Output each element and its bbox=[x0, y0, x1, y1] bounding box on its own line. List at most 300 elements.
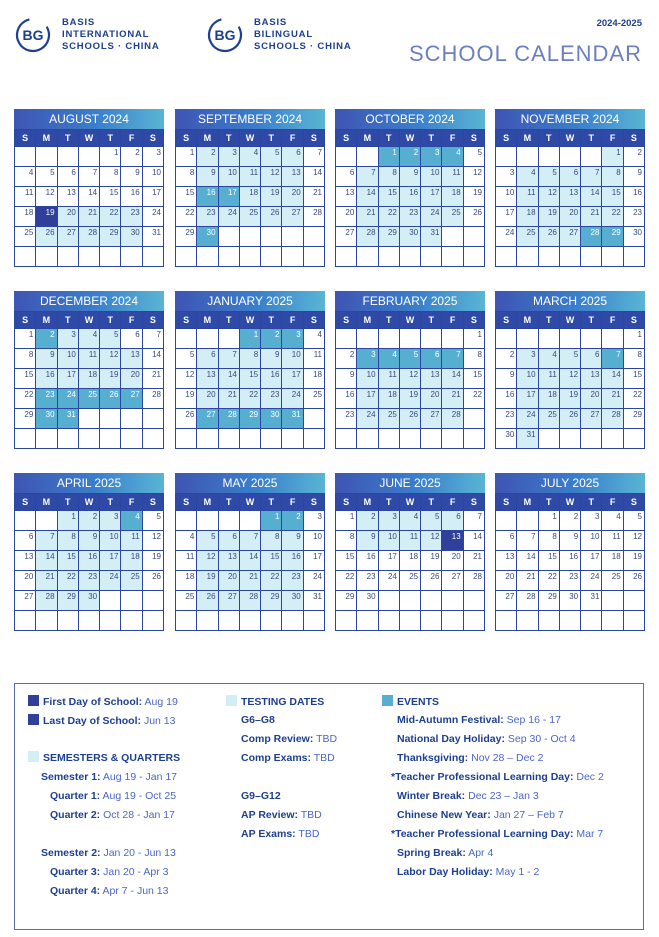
day-cell: 21 bbox=[143, 369, 164, 389]
event-labor-day: Labor Day Holiday: May 1 - 2 bbox=[397, 866, 540, 878]
day-cell: 12 bbox=[400, 369, 421, 389]
legend-first-day: First Day of School: Aug 19 bbox=[28, 695, 178, 708]
day-cell: 22 bbox=[602, 207, 623, 227]
day-cell: 24 bbox=[304, 571, 325, 591]
day-cell: 8 bbox=[100, 167, 121, 187]
day-cell: 26 bbox=[143, 571, 164, 591]
day-cell: 17 bbox=[143, 187, 164, 207]
day-cell: 4 bbox=[379, 349, 400, 369]
day-cell: 31 bbox=[517, 429, 538, 449]
day-cell: 20 bbox=[560, 207, 581, 227]
school-day-swatch bbox=[28, 714, 39, 725]
weekday-header: S bbox=[15, 312, 36, 329]
day-cell: 5 bbox=[176, 349, 197, 369]
day-cell: 7 bbox=[517, 531, 538, 551]
weekday-header: W bbox=[400, 312, 421, 329]
day-cell: 4 bbox=[539, 349, 560, 369]
empty-cell bbox=[100, 611, 121, 631]
day-cell: 3 bbox=[421, 147, 442, 167]
empty-cell bbox=[282, 429, 303, 449]
empty-cell bbox=[304, 247, 325, 267]
day-cell: 26 bbox=[400, 409, 421, 429]
day-cell: 6 bbox=[197, 349, 218, 369]
day-cell: 20 bbox=[496, 571, 517, 591]
empty-cell bbox=[240, 511, 261, 531]
day-cell: 25 bbox=[176, 591, 197, 611]
empty-cell bbox=[400, 329, 421, 349]
day-cell: 10 bbox=[282, 349, 303, 369]
empty-cell bbox=[121, 409, 142, 429]
day-cell: 9 bbox=[79, 531, 100, 551]
day-cell: 2 bbox=[357, 511, 378, 531]
day-cell: 5 bbox=[624, 511, 645, 531]
weekday-header: S bbox=[624, 312, 645, 329]
day-cell: 28 bbox=[357, 227, 378, 247]
day-cell: 10 bbox=[100, 531, 121, 551]
day-cell: 14 bbox=[143, 349, 164, 369]
month-title: JULY 2025 bbox=[495, 473, 645, 493]
day-cell: 29 bbox=[15, 409, 36, 429]
month-title: MAY 2025 bbox=[175, 473, 325, 493]
empty-cell bbox=[379, 591, 400, 611]
svg-text:BG: BG bbox=[22, 27, 44, 43]
day-cell: 16 bbox=[336, 389, 357, 409]
weekday-header: S bbox=[496, 494, 517, 511]
day-cell: 22 bbox=[261, 571, 282, 591]
day-cell: 26 bbox=[100, 389, 121, 409]
day-cell: 19 bbox=[624, 551, 645, 571]
day-cell: 5 bbox=[539, 167, 560, 187]
empty-cell bbox=[100, 591, 121, 611]
month-april-2025 bbox=[14, 473, 164, 631]
day-cell: 30 bbox=[261, 409, 282, 429]
day-cell: 15 bbox=[336, 551, 357, 571]
weekday-header: F bbox=[121, 494, 142, 511]
day-cell: 3 bbox=[58, 329, 79, 349]
day-cell: 14 bbox=[219, 369, 240, 389]
event-mid-autumn: Mid-Autumn Festival: Sep 16 - 17 bbox=[397, 714, 561, 726]
event-chinese-new-year: Chinese New Year: Jan 27 – Feb 7 bbox=[397, 809, 564, 821]
month-day-grid bbox=[175, 129, 325, 267]
day-cell: 9 bbox=[624, 167, 645, 187]
event-thanksgiving: Thanksgiving: Nov 28 – Dec 2 bbox=[397, 752, 544, 764]
day-cell: 15 bbox=[176, 187, 197, 207]
day-cell: 24 bbox=[282, 389, 303, 409]
day-cell: 28 bbox=[581, 227, 602, 247]
empty-cell bbox=[197, 511, 218, 531]
day-cell: 4 bbox=[15, 167, 36, 187]
empty-cell bbox=[421, 591, 442, 611]
empty-cell bbox=[282, 227, 303, 247]
empty-cell bbox=[400, 611, 421, 631]
day-cell: 14 bbox=[517, 551, 538, 571]
weekday-header: T bbox=[379, 494, 400, 511]
empty-cell bbox=[58, 247, 79, 267]
weekday-header: S bbox=[496, 312, 517, 329]
day-cell: 27 bbox=[197, 409, 218, 429]
day-cell: 31 bbox=[304, 591, 325, 611]
empty-cell bbox=[219, 611, 240, 631]
empty-cell bbox=[240, 227, 261, 247]
weekday-header: T bbox=[219, 494, 240, 511]
weekday-header: T bbox=[581, 312, 602, 329]
day-cell: 20 bbox=[197, 389, 218, 409]
g6-g8-label: G6–G8 bbox=[241, 714, 275, 726]
day-cell: 1 bbox=[464, 329, 485, 349]
logo2-line2: BILINGUAL bbox=[254, 29, 313, 40]
empty-cell bbox=[58, 147, 79, 167]
event-teacher-day-dec: *Teacher Professional Learning Day: Dec 2 bbox=[391, 771, 604, 783]
event-swatch bbox=[382, 695, 393, 706]
day-cell: 30 bbox=[121, 227, 142, 247]
weekday-header: F bbox=[282, 312, 303, 329]
semester-2: Semester 2: Jan 20 - Jun 13 bbox=[41, 847, 176, 859]
empty-cell bbox=[15, 429, 36, 449]
empty-cell bbox=[121, 591, 142, 611]
weekday-header: T bbox=[100, 494, 121, 511]
month-day-grid bbox=[14, 129, 164, 267]
empty-cell bbox=[442, 329, 463, 349]
day-cell: 6 bbox=[282, 147, 303, 167]
day-cell: 22 bbox=[464, 389, 485, 409]
day-cell: 21 bbox=[79, 207, 100, 227]
day-cell: 26 bbox=[464, 207, 485, 227]
empty-cell bbox=[624, 247, 645, 267]
day-cell: 21 bbox=[36, 571, 57, 591]
day-cell: 8 bbox=[336, 531, 357, 551]
empty-cell bbox=[143, 611, 164, 631]
weekday-header: T bbox=[539, 494, 560, 511]
day-cell: 10 bbox=[58, 349, 79, 369]
day-cell: 26 bbox=[197, 591, 218, 611]
day-cell: 30 bbox=[496, 429, 517, 449]
weekday-header: M bbox=[197, 494, 218, 511]
day-cell: 24 bbox=[58, 389, 79, 409]
basis-bilingual-logo bbox=[206, 16, 352, 54]
month-day-grid bbox=[335, 129, 485, 267]
day-cell: 12 bbox=[261, 167, 282, 187]
day-cell: 25 bbox=[304, 389, 325, 409]
empty-cell bbox=[240, 611, 261, 631]
day-cell: 12 bbox=[176, 369, 197, 389]
day-cell: 22 bbox=[624, 389, 645, 409]
day-cell: 22 bbox=[176, 207, 197, 227]
legend-last-day: Last Day of School: Jun 13 bbox=[28, 714, 175, 727]
empty-cell bbox=[261, 247, 282, 267]
day-cell: 29 bbox=[240, 409, 261, 429]
empty-cell bbox=[464, 409, 485, 429]
day-cell: 11 bbox=[304, 349, 325, 369]
empty-cell bbox=[197, 329, 218, 349]
day-cell: 15 bbox=[240, 369, 261, 389]
day-cell: 22 bbox=[15, 389, 36, 409]
day-cell: 12 bbox=[197, 551, 218, 571]
weekday-header: T bbox=[261, 312, 282, 329]
day-cell: 3 bbox=[581, 511, 602, 531]
empty-cell bbox=[624, 611, 645, 631]
weekday-header: F bbox=[282, 494, 303, 511]
day-cell: 16 bbox=[197, 187, 218, 207]
day-cell: 2 bbox=[560, 511, 581, 531]
comp-exams: Comp Exams: TBD bbox=[241, 752, 335, 764]
day-cell: 9 bbox=[560, 531, 581, 551]
day-cell: 2 bbox=[624, 147, 645, 167]
weekday-header: W bbox=[560, 130, 581, 147]
day-cell: 7 bbox=[464, 511, 485, 531]
empty-cell bbox=[379, 247, 400, 267]
empty-cell bbox=[176, 247, 197, 267]
ap-review: AP Review: TBD bbox=[241, 809, 322, 821]
day-cell: 17 bbox=[421, 187, 442, 207]
empty-cell bbox=[421, 429, 442, 449]
empty-cell bbox=[100, 429, 121, 449]
month-august-2024 bbox=[14, 109, 164, 267]
weekday-header: M bbox=[357, 130, 378, 147]
empty-cell bbox=[539, 247, 560, 267]
day-cell: 25 bbox=[442, 207, 463, 227]
weekday-header: F bbox=[282, 130, 303, 147]
weekday-header: M bbox=[517, 130, 538, 147]
day-cell: 20 bbox=[336, 207, 357, 227]
day-cell: 16 bbox=[261, 369, 282, 389]
weekday-header: S bbox=[176, 312, 197, 329]
day-cell: 4 bbox=[517, 167, 538, 187]
weekday-header: S bbox=[624, 130, 645, 147]
weekday-header: W bbox=[400, 494, 421, 511]
day-cell: 28 bbox=[517, 591, 538, 611]
day-cell: 24 bbox=[219, 207, 240, 227]
day-cell: 2 bbox=[336, 349, 357, 369]
day-cell: 28 bbox=[602, 409, 623, 429]
day-cell: 27 bbox=[442, 571, 463, 591]
day-cell: 23 bbox=[197, 207, 218, 227]
weekday-header: S bbox=[624, 494, 645, 511]
empty-cell bbox=[143, 409, 164, 429]
empty-cell bbox=[539, 611, 560, 631]
empty-cell bbox=[304, 409, 325, 429]
day-cell: 14 bbox=[464, 531, 485, 551]
day-cell: 9 bbox=[121, 167, 142, 187]
day-cell: 11 bbox=[517, 187, 538, 207]
event-teacher-day-mar: *Teacher Professional Learning Day: Mar 7 bbox=[391, 828, 604, 840]
day-cell: 13 bbox=[560, 187, 581, 207]
month-october-2024 bbox=[335, 109, 485, 267]
weekday-header: F bbox=[442, 130, 463, 147]
day-cell: 6 bbox=[581, 349, 602, 369]
weekday-header: M bbox=[197, 130, 218, 147]
weekday-header: S bbox=[464, 494, 485, 511]
day-cell: 2 bbox=[400, 147, 421, 167]
day-cell: 12 bbox=[624, 531, 645, 551]
day-cell: 24 bbox=[379, 571, 400, 591]
day-cell: 18 bbox=[602, 551, 623, 571]
day-cell: 27 bbox=[15, 591, 36, 611]
day-cell: 8 bbox=[261, 531, 282, 551]
day-cell: 29 bbox=[379, 227, 400, 247]
day-cell: 17 bbox=[357, 389, 378, 409]
day-cell: 26 bbox=[421, 571, 442, 591]
day-cell: 22 bbox=[379, 207, 400, 227]
day-cell: 28 bbox=[240, 591, 261, 611]
empty-cell bbox=[442, 611, 463, 631]
testing-swatch bbox=[226, 695, 237, 706]
month-title: SEPTEMBER 2024 bbox=[175, 109, 325, 129]
day-cell: 10 bbox=[304, 531, 325, 551]
day-cell: 13 bbox=[282, 167, 303, 187]
weekday-header: M bbox=[197, 312, 218, 329]
empty-cell bbox=[36, 611, 57, 631]
day-cell: 10 bbox=[219, 167, 240, 187]
day-cell: 28 bbox=[79, 227, 100, 247]
day-cell: 1 bbox=[602, 147, 623, 167]
day-cell: 4 bbox=[304, 329, 325, 349]
day-cell: 23 bbox=[282, 571, 303, 591]
empty-cell bbox=[602, 247, 623, 267]
empty-cell bbox=[36, 147, 57, 167]
day-cell: 6 bbox=[421, 349, 442, 369]
day-cell: 25 bbox=[79, 389, 100, 409]
empty-cell bbox=[539, 147, 560, 167]
weekday-header: M bbox=[517, 494, 538, 511]
day-cell: 5 bbox=[36, 167, 57, 187]
empty-cell bbox=[560, 147, 581, 167]
quarter-4: Quarter 4: Apr 7 - Jun 13 bbox=[50, 885, 169, 897]
day-cell: 5 bbox=[100, 329, 121, 349]
empty-cell bbox=[602, 591, 623, 611]
empty-cell bbox=[176, 429, 197, 449]
day-cell: 16 bbox=[357, 551, 378, 571]
empty-cell bbox=[282, 247, 303, 267]
day-cell: 12 bbox=[36, 187, 57, 207]
weekday-header: F bbox=[602, 494, 623, 511]
empty-cell bbox=[176, 611, 197, 631]
weekday-header: T bbox=[581, 130, 602, 147]
day-cell: 20 bbox=[442, 551, 463, 571]
weekday-header: S bbox=[143, 130, 164, 147]
empty-cell bbox=[219, 429, 240, 449]
day-cell: 9 bbox=[197, 167, 218, 187]
day-cell: 17 bbox=[219, 187, 240, 207]
empty-cell bbox=[442, 591, 463, 611]
day-cell: 20 bbox=[121, 369, 142, 389]
day-cell: 27 bbox=[219, 591, 240, 611]
day-cell: 8 bbox=[464, 349, 485, 369]
weekday-header: F bbox=[121, 130, 142, 147]
month-day-grid bbox=[335, 311, 485, 449]
day-cell: 11 bbox=[79, 349, 100, 369]
day-cell: 20 bbox=[581, 389, 602, 409]
weekday-header: T bbox=[539, 312, 560, 329]
empty-cell bbox=[517, 147, 538, 167]
day-cell: 9 bbox=[496, 369, 517, 389]
day-cell: 21 bbox=[240, 571, 261, 591]
day-cell: 8 bbox=[379, 167, 400, 187]
day-cell: 21 bbox=[442, 389, 463, 409]
empty-cell bbox=[379, 611, 400, 631]
day-cell: 26 bbox=[539, 227, 560, 247]
day-cell: 2 bbox=[79, 511, 100, 531]
day-cell: 25 bbox=[400, 571, 421, 591]
day-cell: 10 bbox=[143, 167, 164, 187]
day-cell: 1 bbox=[58, 511, 79, 531]
day-cell: 3 bbox=[496, 167, 517, 187]
day-cell: 4 bbox=[79, 329, 100, 349]
day-cell: 22 bbox=[539, 571, 560, 591]
empty-cell bbox=[442, 429, 463, 449]
day-cell: 3 bbox=[100, 511, 121, 531]
day-cell: 14 bbox=[581, 187, 602, 207]
day-cell: 7 bbox=[602, 349, 623, 369]
empty-cell bbox=[357, 429, 378, 449]
empty-cell bbox=[197, 611, 218, 631]
day-cell: 16 bbox=[36, 369, 57, 389]
day-cell: 12 bbox=[464, 167, 485, 187]
day-cell: 8 bbox=[176, 167, 197, 187]
day-cell: 8 bbox=[15, 349, 36, 369]
weekday-header: W bbox=[400, 130, 421, 147]
day-cell: 2 bbox=[121, 147, 142, 167]
empty-cell bbox=[421, 247, 442, 267]
empty-cell bbox=[121, 611, 142, 631]
day-cell: 29 bbox=[100, 227, 121, 247]
empty-cell bbox=[219, 247, 240, 267]
logo1-line3: SCHOOLS · CHINA bbox=[62, 41, 160, 52]
empty-cell bbox=[560, 429, 581, 449]
day-cell: 7 bbox=[219, 349, 240, 369]
day-cell: 3 bbox=[304, 511, 325, 531]
day-cell: 30 bbox=[79, 591, 100, 611]
school-year: 2024-2025 bbox=[596, 18, 642, 29]
day-cell: 13 bbox=[496, 551, 517, 571]
weekday-header: S bbox=[143, 494, 164, 511]
weekday-header: S bbox=[336, 312, 357, 329]
day-cell: 17 bbox=[379, 551, 400, 571]
day-cell: 7 bbox=[143, 329, 164, 349]
day-cell: 1 bbox=[100, 147, 121, 167]
month-day-grid bbox=[495, 311, 645, 449]
day-cell: 1 bbox=[15, 329, 36, 349]
weekday-header: S bbox=[304, 130, 325, 147]
day-cell: 26 bbox=[624, 571, 645, 591]
weekday-header: T bbox=[379, 130, 400, 147]
g9-g12-label: G9–G12 bbox=[241, 790, 281, 802]
empty-cell bbox=[464, 591, 485, 611]
month-title: NOVEMBER 2024 bbox=[495, 109, 645, 129]
day-cell: 22 bbox=[336, 571, 357, 591]
day-cell: 13 bbox=[581, 369, 602, 389]
day-cell: 8 bbox=[58, 531, 79, 551]
empty-cell bbox=[560, 247, 581, 267]
day-cell: 21 bbox=[517, 571, 538, 591]
month-june-2025 bbox=[335, 473, 485, 631]
empty-cell bbox=[624, 591, 645, 611]
day-cell: 29 bbox=[602, 227, 623, 247]
weekday-header: F bbox=[602, 130, 623, 147]
month-day-grid bbox=[175, 311, 325, 449]
weekday-header: M bbox=[36, 494, 57, 511]
day-cell: 22 bbox=[100, 207, 121, 227]
empty-cell bbox=[496, 247, 517, 267]
day-cell: 19 bbox=[100, 369, 121, 389]
day-cell: 13 bbox=[421, 369, 442, 389]
empty-cell bbox=[261, 227, 282, 247]
empty-cell bbox=[442, 247, 463, 267]
day-cell: 21 bbox=[464, 551, 485, 571]
quarter-2: Quarter 2: Oct 28 - Jan 17 bbox=[50, 809, 175, 821]
month-september-2024 bbox=[175, 109, 325, 267]
day-cell: 25 bbox=[517, 227, 538, 247]
day-cell: 5 bbox=[400, 349, 421, 369]
